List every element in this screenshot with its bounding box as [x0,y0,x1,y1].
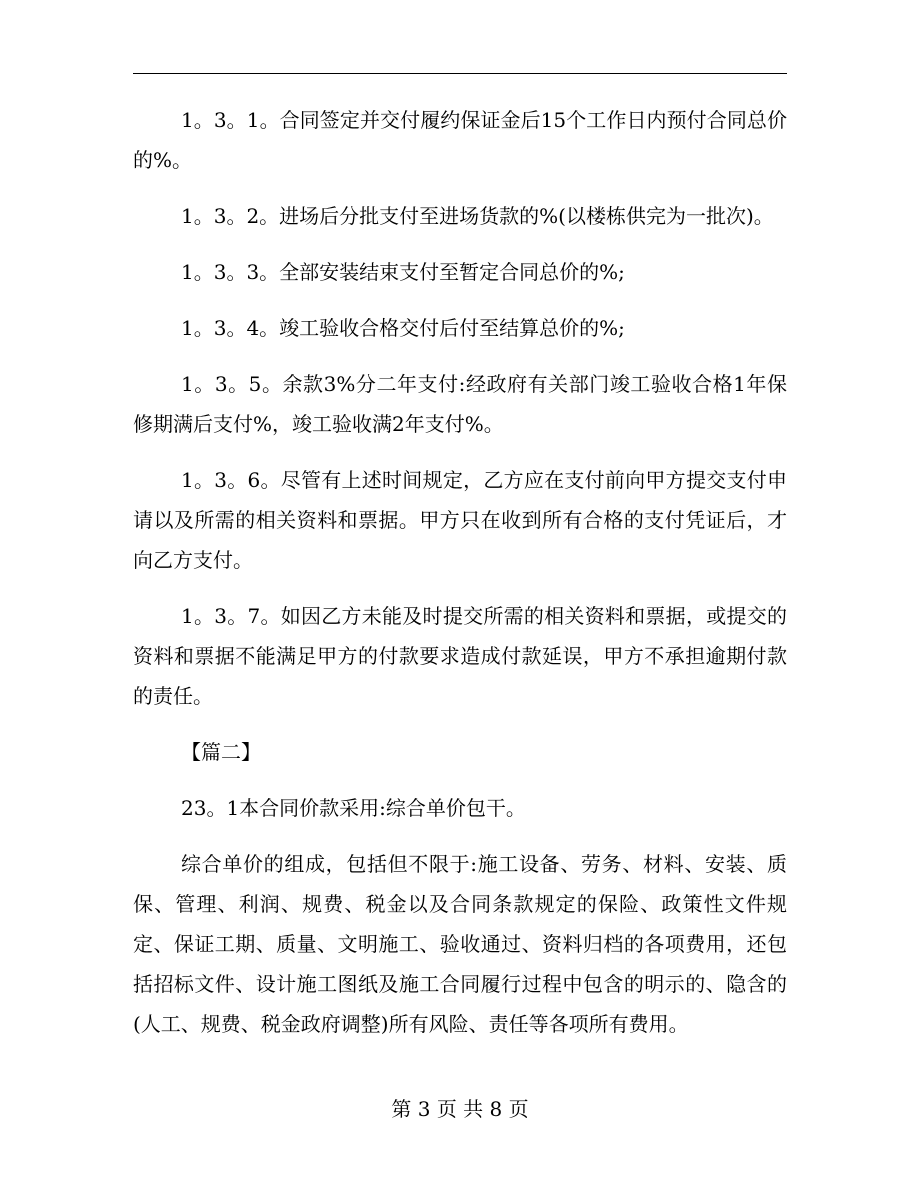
page-footer: 第 3 页 共 8 页 [391,1097,529,1121]
paragraph-1-3-1: 1。3。1。合同签定并交付履约保证金后15个工作日内预付合同总价的%。 [133,108,787,172]
paragraph-1-3-6: 1。3。6。尽管有上述时间规定，乙方应在支付前向甲方提交支付申请以及所需的相关资料和票据。甲方只在收到所有合格的支付凭证后，才向乙方支付。 [133,468,787,572]
paragraph-1-3-5: 1。3。5。余款3%分二年支付:经政府有关部门竣工验收合格1年保修期满后支付%，竣工验收满2年支付%。 [133,372,787,436]
paragraph-1-3-2: 1。3。2。进场后分批支付至进场货款的%(以楼栋供完为一批次)。 [181,204,774,228]
paragraph-unit-price-composition: 综合单价的组成，包括但不限于:施工设备、劳务、材料、安装、质保、管理、利润、规费、税金以及合同条款规定的保险、政策性文件规定、保证工期、质量、文明施工、验收通过、资料归档的各项费用，还包括招标文件、设计施工图纸及施工合同履行过程中包含的明示的、隐含的(人工、规费、税金政府调整)所有风险、责任等各项所有费用。 [133,852,787,1036]
section-heading: 【篇二】 [181,740,261,764]
document-body [133,100,787,1044]
paragraph-23-1: 23。1本合同价款采用:综合单价包干。 [181,796,526,820]
paragraph-1-3-3: 1。3。3。全部安装结束支付至暂定合同总价的%; [181,260,625,284]
paragraph-1-3-7: 1。3。7。如因乙方未能及时提交所需的相关资料和票据，或提交的资料和票据不能满足甲方的付款要求造成付款延误，甲方不承担逾期付款的责任。 [133,604,787,708]
paragraph-1-3-4: 1。3。4。竣工验收合格交付后付至结算总价的%; [181,316,625,340]
header-rule [133,73,787,74]
